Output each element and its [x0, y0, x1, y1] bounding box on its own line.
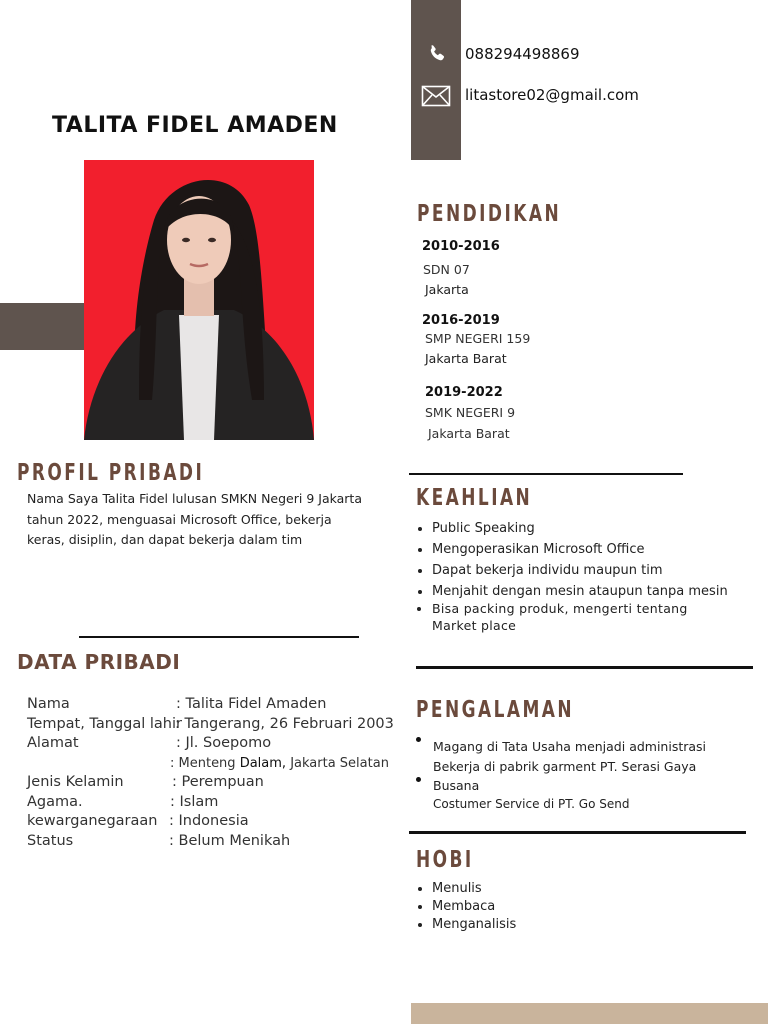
- experience-bullet: [416, 777, 421, 782]
- personal-label: kewarganegaraan: [27, 813, 158, 829]
- phone-number: 088294498869: [465, 45, 580, 63]
- address-part: : Menteng: [170, 756, 236, 771]
- personal-value: : Talita Fidel Amaden: [176, 696, 327, 712]
- hobbies-list: [416, 880, 616, 934]
- personal-value: : Islam: [170, 794, 219, 810]
- skills-heading: KEAHLIAN: [416, 485, 533, 511]
- email-address: litastore02@gmail.com: [465, 86, 639, 104]
- personal-value: [170, 756, 389, 771]
- education-school: SMK NEGERI 9: [425, 405, 516, 420]
- phone-icon: [425, 42, 449, 66]
- skill-item: • Bisa packing produk, mengerti tentang Market place: [432, 600, 732, 634]
- personal-value: : Belum Menikah: [169, 833, 291, 849]
- personal-value: : Indonesia: [169, 813, 249, 829]
- hobby-item: • Menganalisis: [432, 916, 616, 934]
- envelope-icon: [421, 85, 451, 107]
- experience-line: Magang di Tata Usaha menjadi administrasi: [433, 739, 707, 754]
- profile-heading: PROFIL PRIBADI: [17, 460, 205, 486]
- top-accent-bar: [411, 0, 461, 160]
- education-city: Jakarta: [425, 282, 469, 297]
- personal-label: Nama: [27, 696, 70, 712]
- skill-item: • Dapat bekerja individu maupun tim: [432, 562, 756, 579]
- divider-line: [416, 666, 753, 669]
- education-city: Jakarta Barat: [425, 351, 507, 366]
- footer-accent-bar: [411, 1003, 768, 1024]
- skill-item: • Mengoperasikan Microsoft Office: [432, 541, 756, 558]
- skills-list: [416, 520, 756, 634]
- experience-item: [433, 737, 706, 777]
- divider-line: [409, 831, 746, 834]
- side-accent-bar: [0, 303, 84, 350]
- personal-label: Agama.: [27, 794, 83, 810]
- skill-item: • Public Speaking: [432, 520, 756, 537]
- person-name: TALITA FIDEL AMADEN: [52, 113, 338, 138]
- hobby-item: • Menulis: [432, 880, 616, 898]
- education-years: 2019-2022: [425, 385, 503, 400]
- experience-heading: PENGALAMAN: [416, 697, 575, 723]
- experience-bullet: [416, 737, 421, 742]
- personal-data-heading: DATA PRIBADI: [17, 650, 181, 674]
- profile-text: Nama Saya Talita Fidel lulusan SMKN Negeri 9 Jakarta tahun 2022, menguasai Microsoft Office, bekerja keras, disiplin, dan dapat bekerja dalam tim: [27, 491, 362, 547]
- personal-label: Tempat, Tanggal lahir: [27, 716, 182, 732]
- skill-item: • Menjahit dengan mesin ataupun tanpa mesin: [432, 583, 756, 600]
- profile-photo: [84, 160, 314, 440]
- personal-label: Jenis Kelamin: [27, 774, 124, 790]
- personal-label: Status: [27, 833, 74, 849]
- divider-line: [79, 636, 359, 638]
- education-school: SMP NEGERI 159: [425, 331, 531, 346]
- experience-line: Busana: [433, 778, 480, 793]
- personal-value: : Jl. Soepomo: [176, 735, 272, 751]
- personal-value: : Perempuan: [172, 774, 264, 790]
- education-heading: PENDIDIKAN: [417, 201, 562, 227]
- personal-value: : Tangerang, 26 Februari 2003: [175, 716, 394, 732]
- experience-line: Bekerja di pabrik garment PT. Serasi Gaya: [433, 759, 697, 774]
- education-years: 2010-2016: [422, 239, 500, 254]
- education-school: SDN 07: [423, 262, 470, 277]
- address-part: Jakarta Selatan: [290, 756, 389, 771]
- hobby-item: • Membaca: [432, 898, 616, 916]
- experience-line: Costumer Service di PT. Go Send: [433, 797, 630, 811]
- address-part: Dalam,: [239, 756, 287, 771]
- divider-line: [409, 473, 683, 475]
- hobbies-heading: HOBI: [416, 847, 474, 873]
- personal-label: Alamat: [27, 735, 79, 751]
- education-years: 2016-2019: [422, 313, 500, 328]
- education-city: Jakarta Barat: [428, 426, 510, 441]
- experience-item: [433, 777, 629, 813]
